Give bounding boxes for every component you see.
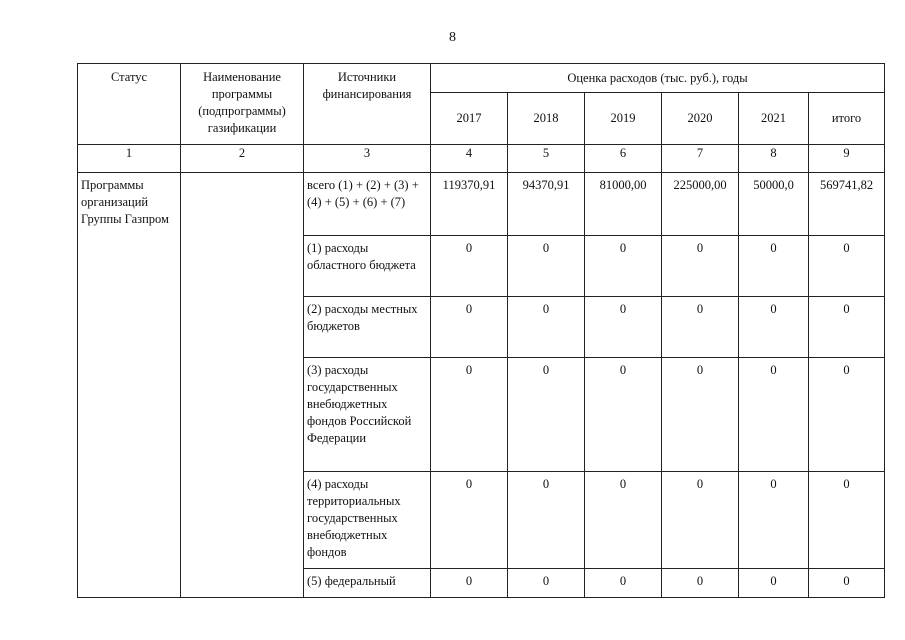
column-numbers-row xyxy=(78,145,885,173)
header-estimate: Оценка расходов (тыс. руб.), годы xyxy=(431,64,885,93)
value-cell: 0 xyxy=(508,297,585,358)
value-cell: 0 xyxy=(431,358,508,472)
value-cell: 0 xyxy=(431,472,508,569)
value-cell: 0 xyxy=(809,297,885,358)
value-cell: 0 xyxy=(431,236,508,297)
value-cell: 0 xyxy=(508,236,585,297)
value-cell: 0 xyxy=(508,569,585,598)
header-year-2020: 2020 xyxy=(662,93,739,145)
value-cell: 0 xyxy=(508,472,585,569)
value-cell: 0 xyxy=(739,236,809,297)
source-cell: (5) федеральный xyxy=(304,569,431,598)
value-cell: 0 xyxy=(662,358,739,472)
status-cell: Программы организаций Группы Газпром xyxy=(78,173,181,598)
value-cell: 0 xyxy=(739,358,809,472)
value-cell: 0 xyxy=(585,472,662,569)
page-number: 8 xyxy=(449,30,456,45)
value-cell: 225000,00 xyxy=(662,173,739,236)
value-cell: 0 xyxy=(809,236,885,297)
header-total: итого xyxy=(809,93,885,145)
column-number: 4 xyxy=(431,145,508,173)
value-cell: 569741,82 xyxy=(809,173,885,236)
source-cell: (2) расходы местных бюджетов xyxy=(304,297,431,358)
value-cell: 0 xyxy=(809,569,885,598)
header-program-name: Наименование программы (подпрограммы) газификации xyxy=(181,64,304,145)
value-cell: 0 xyxy=(431,297,508,358)
column-number: 8 xyxy=(739,145,809,173)
budget-table xyxy=(77,63,885,598)
table-row xyxy=(78,173,885,236)
source-cell: всего (1) + (2) + (3) + (4) + (5) + (6) + (7) xyxy=(304,173,431,236)
value-cell: 0 xyxy=(662,569,739,598)
column-number: 6 xyxy=(585,145,662,173)
source-cell: (3) расходы государственных внебюджетных фондов Российской Федерации xyxy=(304,358,431,472)
header-sources: Источники финансирования xyxy=(304,64,431,145)
value-cell: 0 xyxy=(809,358,885,472)
column-number: 3 xyxy=(304,145,431,173)
value-cell: 0 xyxy=(508,358,585,472)
column-number: 5 xyxy=(508,145,585,173)
value-cell: 0 xyxy=(585,236,662,297)
header-status: Статус xyxy=(78,64,181,145)
program-name-cell xyxy=(181,173,304,598)
value-cell: 50000,0 xyxy=(739,173,809,236)
value-cell: 0 xyxy=(739,472,809,569)
value-cell: 0 xyxy=(809,472,885,569)
column-number: 7 xyxy=(662,145,739,173)
value-cell: 119370,91 xyxy=(431,173,508,236)
source-cell: (4) расходы территориальных государственных внебюджетных фондов xyxy=(304,472,431,569)
source-cell: (1) расходы областного бюджета xyxy=(304,236,431,297)
header-year-2021: 2021 xyxy=(739,93,809,145)
value-cell: 0 xyxy=(585,358,662,472)
value-cell: 0 xyxy=(585,297,662,358)
value-cell: 0 xyxy=(739,297,809,358)
column-number: 1 xyxy=(78,145,181,173)
value-cell: 0 xyxy=(585,569,662,598)
value-cell: 0 xyxy=(662,297,739,358)
header-year-2017: 2017 xyxy=(431,93,508,145)
value-cell: 0 xyxy=(662,472,739,569)
value-cell: 0 xyxy=(431,569,508,598)
column-number: 9 xyxy=(809,145,885,173)
value-cell: 94370,91 xyxy=(508,173,585,236)
column-number: 2 xyxy=(181,145,304,173)
value-cell: 0 xyxy=(739,569,809,598)
value-cell: 81000,00 xyxy=(585,173,662,236)
header-year-2019: 2019 xyxy=(585,93,662,145)
value-cell: 0 xyxy=(662,236,739,297)
header-row-top xyxy=(78,64,885,93)
header-year-2018: 2018 xyxy=(508,93,585,145)
